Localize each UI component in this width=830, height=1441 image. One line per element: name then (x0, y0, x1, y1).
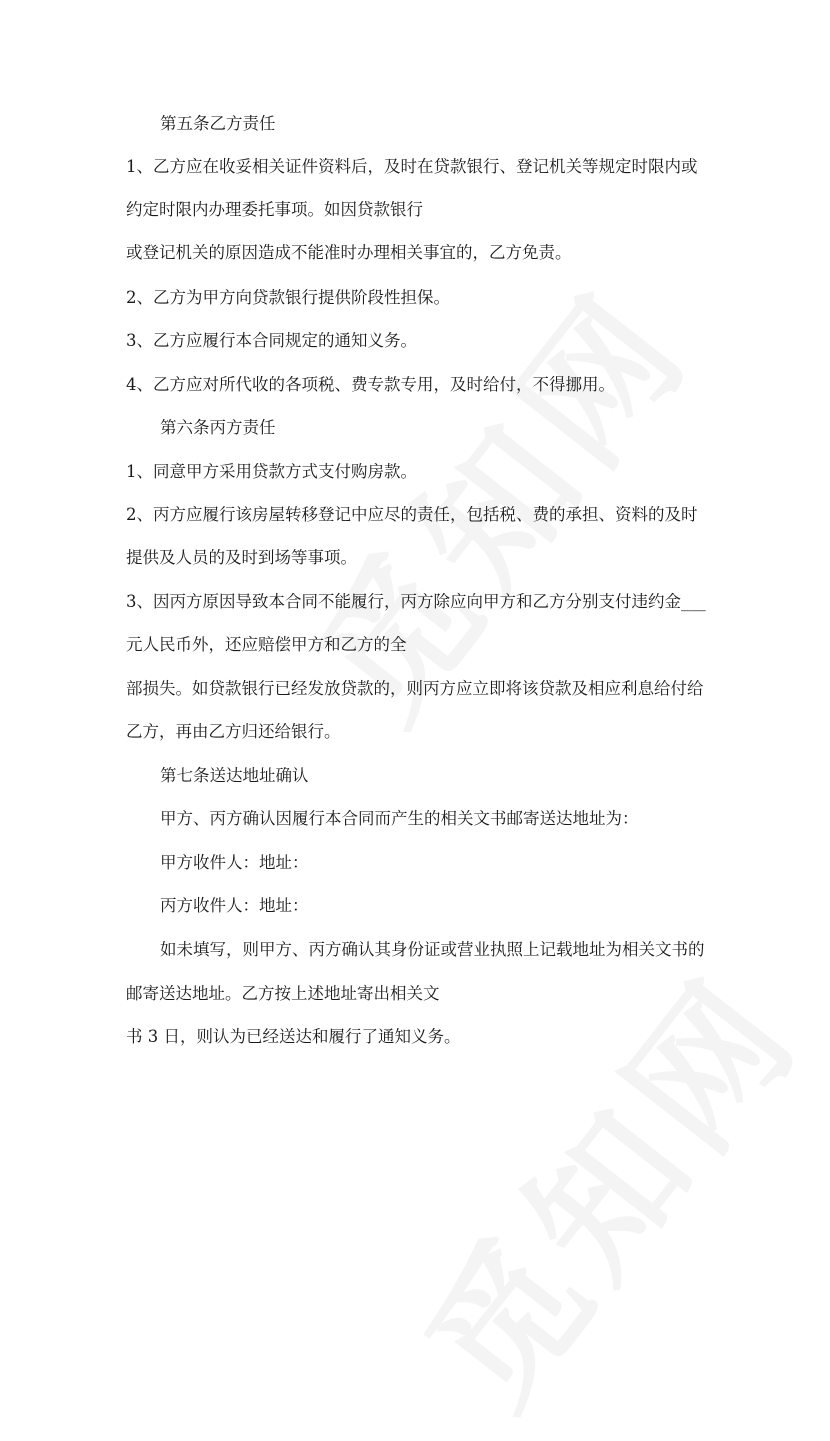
party-a-recipient-line: 甲方收件人：地址： (160, 853, 309, 872)
article-5-heading: 第五条乙方责任 (160, 114, 276, 133)
paragraph-line: 书 3 日，则认为已经送达和履行了通知义务。 (126, 1027, 461, 1046)
paragraph-line: 3、因丙方原因导致本合同不能履行，丙方除应向甲方和乙方分别支付违约金___ (126, 592, 706, 611)
paragraph-line: 如未填写，则甲方、丙方确认其身份证或营业执照上记载地址为相关文书的 (160, 940, 705, 959)
paragraph-line: 甲方、丙方确认因履行本合同而产生的相关文书邮寄送达地址为： (160, 809, 639, 828)
paragraph-line: 2、乙方为甲方向贷款银行提供阶段性担保。 (126, 288, 450, 307)
paragraph-line: 约定时限内办理委托事项。如因贷款银行 (126, 200, 423, 219)
article-6-heading: 第六条丙方责任 (160, 418, 276, 437)
paragraph-line: 提供及人员的及时到场等事项。 (126, 548, 357, 567)
paragraph-line: 邮寄送达地址。乙方按上述地址寄出相关文 (126, 984, 440, 1003)
paragraph-line: 1、同意甲方采用贷款方式支付购房款。 (126, 462, 417, 481)
paragraph-line: 部损失。如贷款银行已经发放贷款的，则丙方应立即将该贷款及相应利息给付给 (126, 679, 704, 698)
paragraph-line: 元人民币外，还应赔偿甲方和乙方的全 (126, 635, 407, 654)
party-c-recipient-line: 丙方收件人：地址： (160, 896, 309, 915)
paragraph-line: 2、丙方应履行该房屋转移登记中应尽的责任，包括税、费的承担、资料的及时 (126, 505, 698, 524)
paragraph-line: 乙方，再由乙方归还给银行。 (126, 722, 341, 741)
article-7-heading: 第七条送达地址确认 (160, 766, 309, 785)
paragraph-line: 1、乙方应在收妥相关证件资料后，及时在贷款银行、登记机关等规定时限内或 (126, 157, 698, 176)
paragraph-line: 4、乙方应对所代收的各项税、费专款专用，及时给付，不得挪用。 (126, 375, 615, 394)
paragraph-line: 或登记机关的原因造成不能准时办理相关事宜的，乙方免责。 (126, 243, 572, 262)
paragraph-line: 3、乙方应履行本合同规定的通知义务。 (126, 331, 417, 350)
